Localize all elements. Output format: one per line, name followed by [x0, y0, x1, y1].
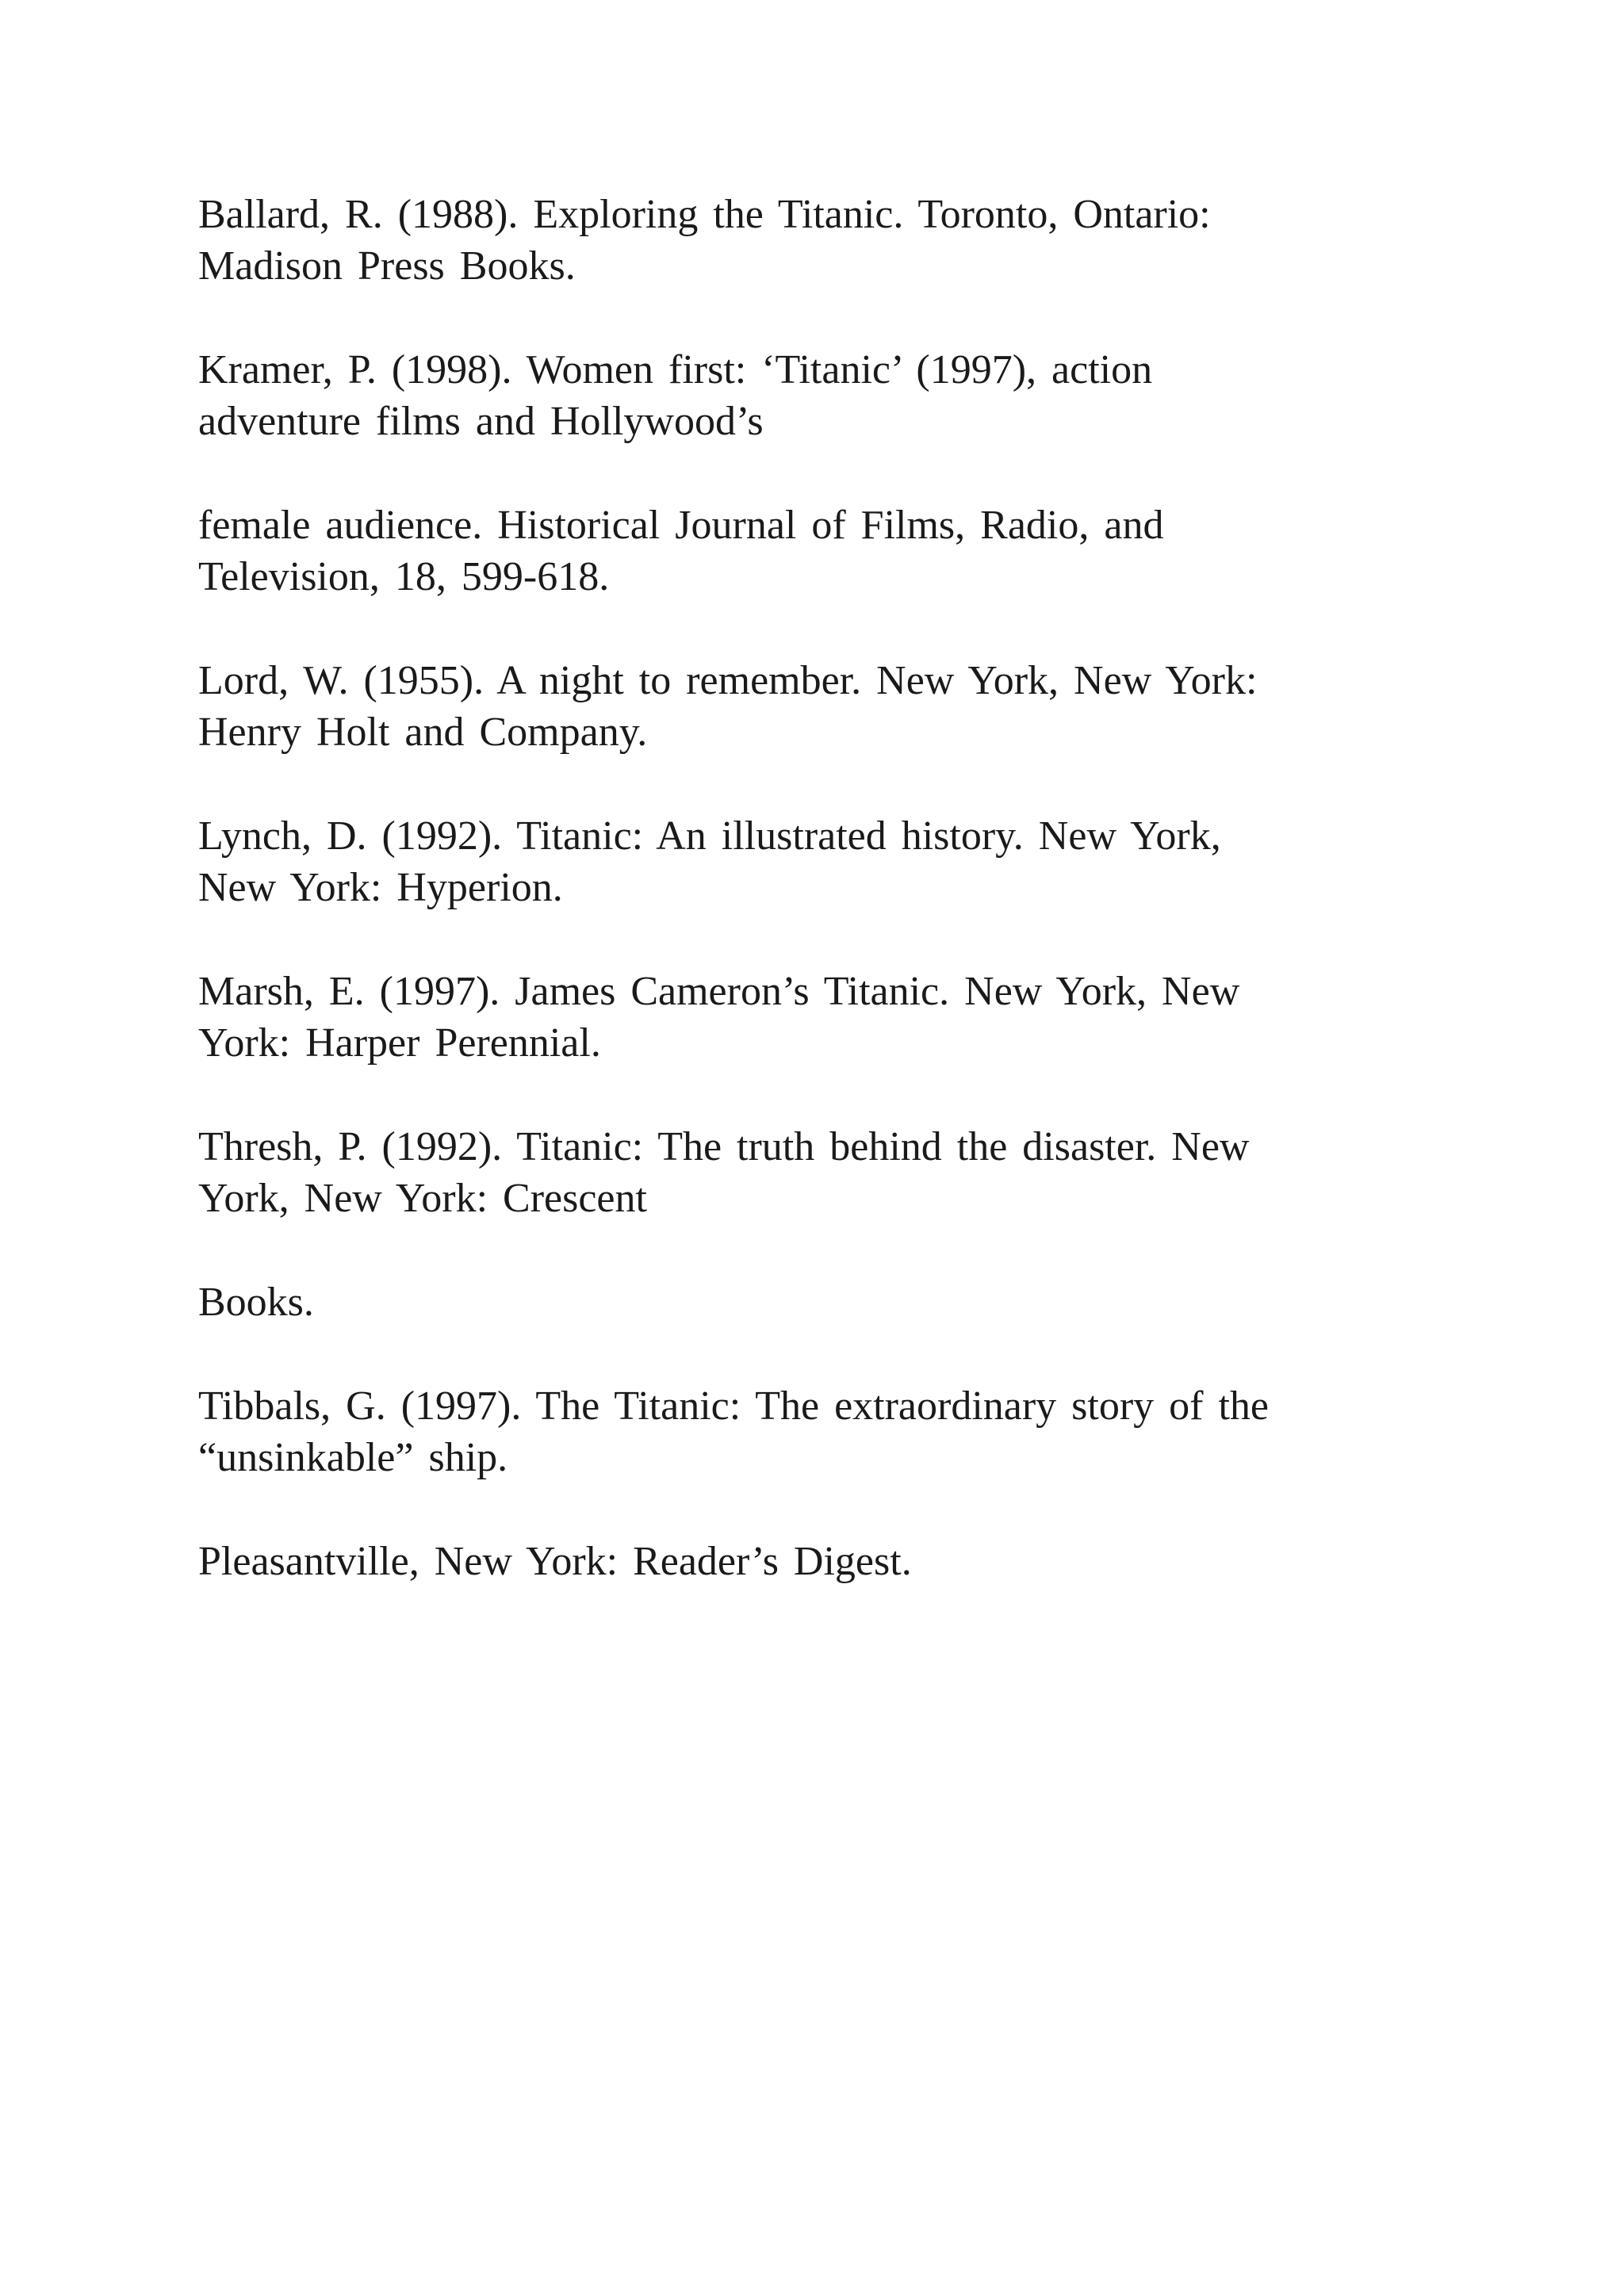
reference-entry-lynch: Lynch, D. (1992). Titanic: An illustrated history. New York, New York: Hyperion. — [198, 813, 1221, 910]
reference-entry-lord: Lord, W. (1955). A night to remember. New York, New York: Henry Holt and Company. — [198, 658, 1258, 755]
reference-entry-marsh: Marsh, E. (1997). James Cameron’s Titanic. New York, New York: Harper Perennial. — [198, 969, 1240, 1066]
reference-entry-thresh-continued: Books. — [198, 1280, 314, 1325]
reference-entry-kramer-continued: female audience. Historical Journal of Films, Radio, and Television, 18, 599-618. — [198, 503, 1164, 599]
reference-entry-kramer: Kramer, P. (1998). Women first: ‘Titanic’ (1997), action adventure films and Hollywood’s — [198, 347, 1153, 444]
reference-entry-thresh: Thresh, P. (1992). Titanic: The truth behind the disaster. New York, New York: Crescent — [198, 1124, 1250, 1221]
reference-entry-ballard: Ballard, R. (1988). Exploring the Titanic. Toronto, Ontario: Madison Press Books. — [198, 192, 1211, 289]
reference-entry-tibbals: Tibbals, G. (1997). The Titanic: The extraordinary story of the “unsinkable” ship. — [198, 1383, 1270, 1480]
reference-entry-tibbals-continued: Pleasantville, New York: Reader’s Digest. — [198, 1539, 912, 1584]
reference-list — [198, 189, 1435, 1640]
